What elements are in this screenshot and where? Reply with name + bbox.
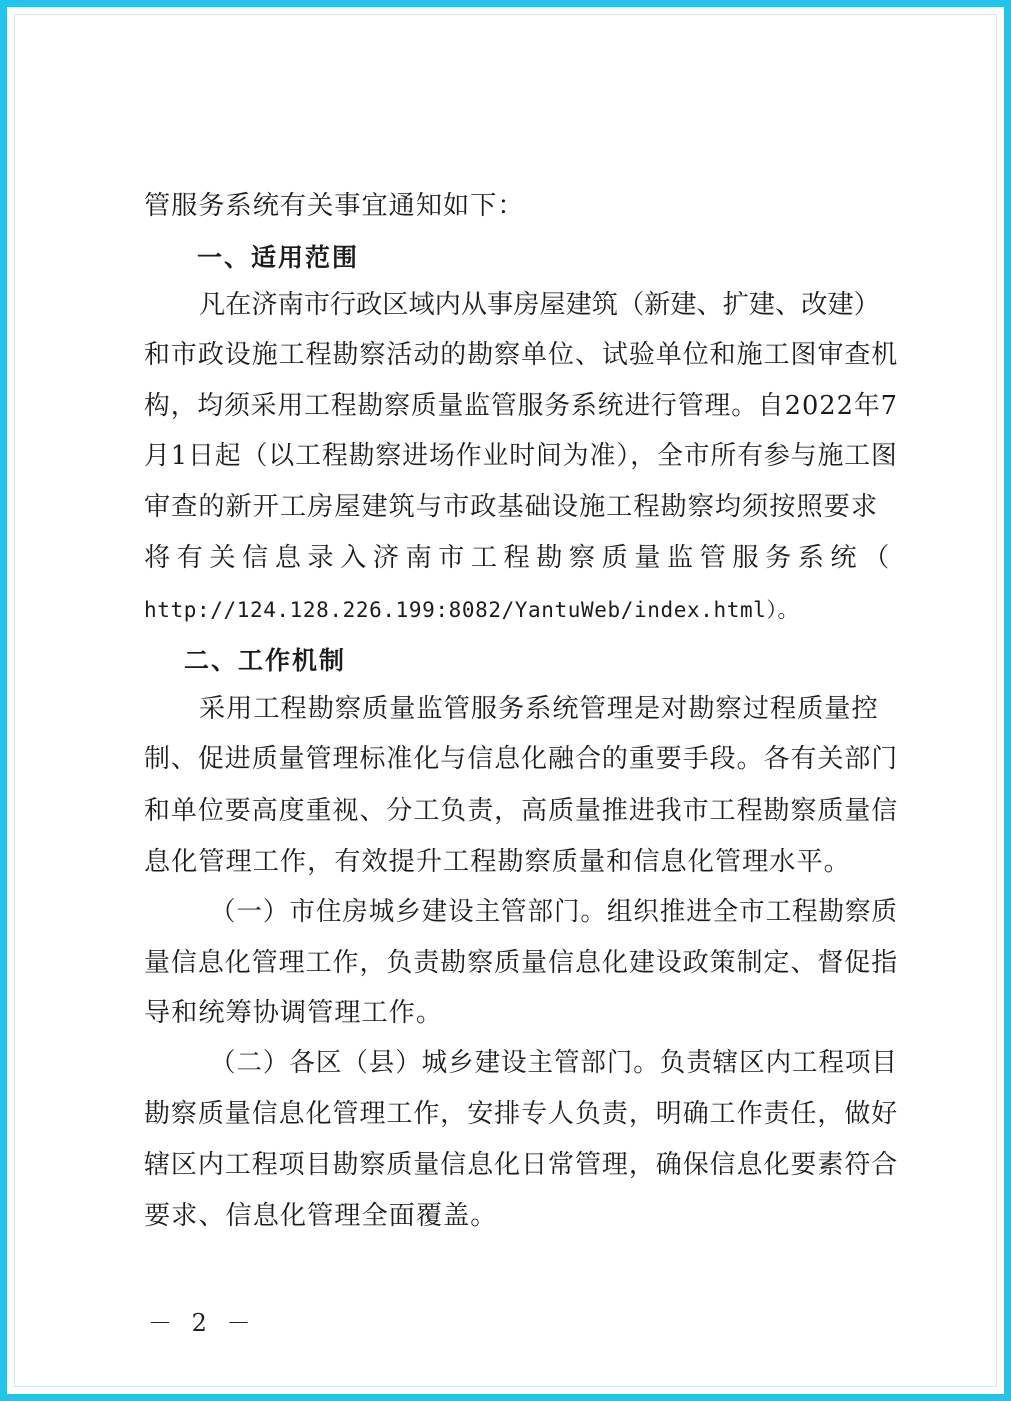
text-line: （二）各区（县）城乡建设主管部门。负责辖区内工程项目 (210, 1048, 898, 1078)
text-line: 凡在济南市行政区域内从事房屋建筑（新建、扩建、改建） (199, 290, 880, 320)
system-url-line: http://124.128.226.199:8082/YantuWeb/index.html）。 (144, 598, 800, 622)
text-line: 将有关信息录入济南市工程勘察质量监管服务系统（ (144, 543, 896, 573)
text-line: 导和统筹协调管理工作。 (144, 998, 444, 1028)
text-line: 采用工程勘察质量监管服务系统管理是对勘察过程质量控 (199, 694, 879, 724)
text-line: 量信息化管理工作，负责勘察质量信息化建设政策制定、督促指 (144, 948, 899, 978)
text-line: 管服务系统有关事宜通知如下： (144, 191, 525, 221)
text-line: 和单位要高度重视、分工负责，高质量推进我市工程勘察质量信 (144, 796, 899, 826)
section-heading-mechanism: 二、工作机制 (184, 646, 347, 675)
section-heading-scope: 一、适用范围 (197, 243, 360, 272)
text-line: 勘察质量信息化管理工作，安排专人负责，明确工作责任，做好 (144, 1099, 899, 1129)
text-line: 审查的新开工房屋建筑与市政基础设施工程勘察均须按照要求 (144, 492, 879, 522)
text-line: 月1日起（以工程勘察进场作业时间为准），全市所有参与施工图 (144, 441, 898, 471)
text-line: 构，均须采用工程勘察质量监管服务系统进行管理。自2022年7 (144, 391, 898, 421)
text-line: 辖区内工程项目勘察质量信息化日常管理，确保信息化要素符合 (144, 1150, 899, 1180)
text-line: （一）市住房城乡建设主管部门。组织推进全市工程勘察质 (210, 897, 898, 927)
text-line: 要求、信息化管理全面覆盖。 (144, 1201, 498, 1231)
text-line: 息化管理工作，有效提升工程勘察质量和信息化管理水平。 (144, 847, 851, 877)
text-line: 制、促进质量管理标准化与信息化融合的重要手段。各有关部门 (144, 744, 899, 774)
page-number: － 2 － (148, 1309, 257, 1337)
text-line: 和市政设施工程勘察活动的勘察单位、试验单位和施工图审查机 (144, 340, 899, 370)
